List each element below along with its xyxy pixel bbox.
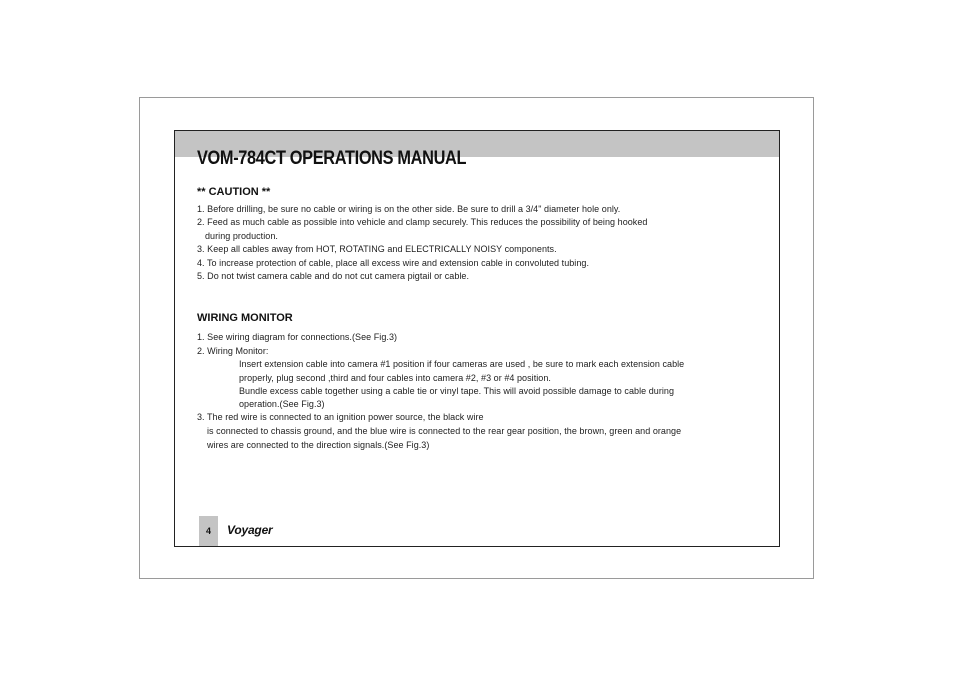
caution-line-2-cont: during production. xyxy=(205,231,278,241)
caution-line-3: 3. Keep all cables away from HOT, ROTATING and ELECTRICALLY NOISY components. xyxy=(197,244,557,254)
wiring-line-3a: is connected to chassis ground, and the blue wire is connected to the rear gear position, the brown, green and orange xyxy=(207,426,682,436)
caution-line-5: 5. Do not twist camera cable and do not cut camera pigtail or cable. xyxy=(197,271,470,281)
caution-line-2: 2. Feed as much cable as possible into vehicle and clamp securely. This reduces the possibility of being hooked xyxy=(197,217,648,227)
wiring-line-2: 2. Wiring Monitor: xyxy=(197,346,269,356)
wiring-line-2a: Insert extension cable into camera #1 position if four cameras are used , be sure to mark each extension cable xyxy=(239,359,685,369)
wiring-line-2b: properly, plug second ,third and four cables into camera #2, #3 or #4 position. xyxy=(239,373,551,383)
caution-line-4: 4. To increase protection of cable, place all excess wire and extension cable in convoluted tubing. xyxy=(197,258,590,268)
wiring-line-2c: Bundle excess cable together using a cable tie or vinyl tape. This will avoid possible damage to cable during xyxy=(239,386,675,396)
page-number-box xyxy=(199,516,218,546)
wiring-line-1: 1. See wiring diagram for connections.(See Fig.3) xyxy=(197,332,398,342)
manual-page xyxy=(174,130,780,547)
brand-logo: Voyager xyxy=(227,523,273,537)
wiring-line-3: 3. The red wire is connected to an ignition power source, the black wire xyxy=(197,412,484,422)
wiring-line-2d: operation.(See Fig.3) xyxy=(239,399,325,409)
wiring-line-3b: wires are connected to the direction signals.(See Fig.3) xyxy=(207,440,430,450)
caution-line-1: 1. Before drilling, be sure no cable or wiring is on the other side. Be sure to drill a 3/4" diameter hole only. xyxy=(197,204,621,214)
caution-heading: ** CAUTION ** xyxy=(197,186,271,198)
page-number: 4 xyxy=(205,526,211,536)
wiring-heading: WIRING MONITOR xyxy=(197,312,293,324)
manual-title: VOM-784CT OPERATIONS MANUAL xyxy=(197,148,467,169)
